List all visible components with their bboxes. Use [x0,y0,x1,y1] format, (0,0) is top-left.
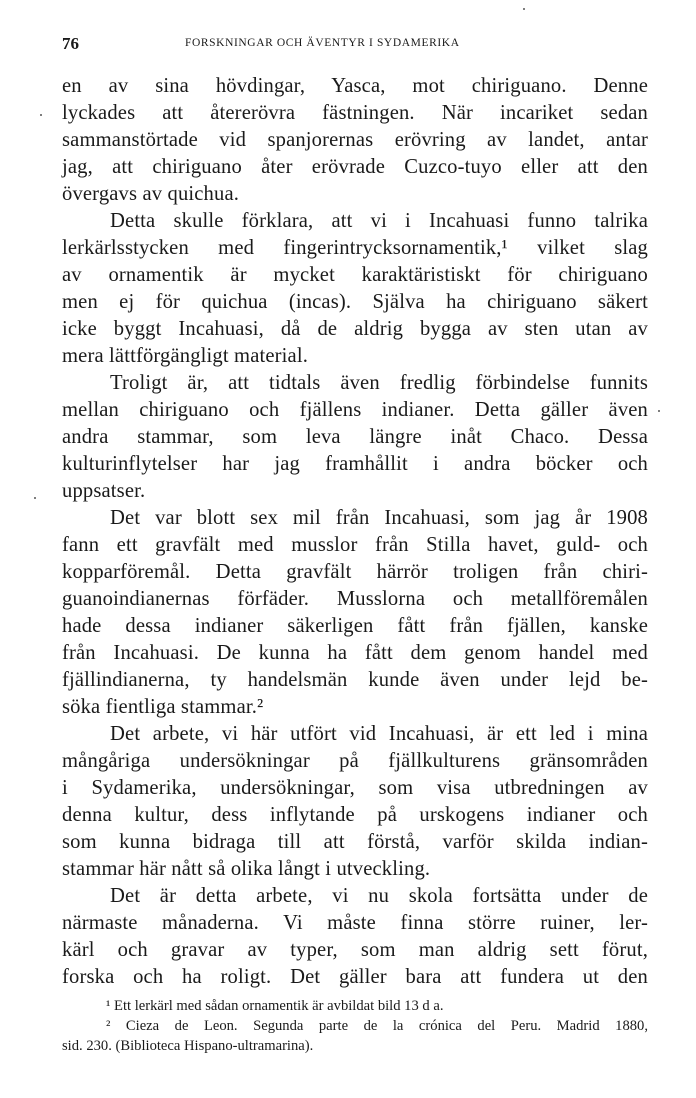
text-line: fjällindianerna, ty handelsmän kunde även under lejd be- [62,669,648,691]
text-line: i Sydamerika, undersökningar, som visa utbredningen av [62,777,648,799]
text-line: som kunna bidraga till att förstå, varför skilda indian- [62,831,648,853]
text-line: Detta skulle förklara, att vi i Incahuasi funno talrika [110,210,648,232]
text-line: kulturinflytelser har jag framhållit i andra böcker och [62,453,648,475]
text-line: men ej för quichua (incas). Själva ha chiriguano säkert [62,291,648,313]
text-line: mera lättförgängligt material. [62,345,309,367]
text-line: Troligt är, att tidtals även fredlig förbindelse funnits [110,372,648,394]
running-title: FORSKNINGAR OCH ÄVENTYR I SYDAMERIKA [185,37,460,49]
text-line: av ornamentik är mycket karaktäristiskt för chiriguano [62,264,648,286]
text-line: Det är detta arbete, vi nu skola fortsätta under de [110,885,648,907]
print-speck [40,114,42,116]
text-line: närmaste månaderna. Vi måste finna större ruiner, ler- [62,912,648,934]
text-line: guanoindianernas förfäder. Musslorna och metallföremålen [62,588,648,610]
text-line: söka fientliga stammar.² [62,696,264,718]
text-line: mellan chiriguano och fjällens indianer. Detta gäller även [62,399,648,421]
text-line: stammar här nått så olika långt i utveckling. [62,858,431,880]
body-text [62,73,648,991]
text-line: kopparföremål. Detta gravfält härrör troligen från chiri- [62,561,648,583]
text-line: hade dessa indianer säkerligen fått från fjällen, kanske [62,615,648,637]
text-line: lyckades att återerövra fästningen. När incariket sedan [62,102,648,124]
running-header [62,34,648,56]
text-line: Det var blott sex mil från Incahuasi, som jag år 1908 [110,507,648,529]
text-line: icke byggt Incahuasi, då de aldrig bygga av sten utan av [62,318,648,340]
text-line: fann ett gravfält med musslor från Stilla havet, guld- och [62,534,648,556]
footnote-line: sid. 230. (Biblioteca Hispano-ultramarina). [62,1038,314,1054]
text-line: uppsatser. [62,480,146,502]
text-line: en av sina hövdingar, Yasca, mot chiriguano. Denne [62,75,648,97]
text-line: andra stammar, som leva längre inåt Chaco. Dessa [62,426,648,448]
text-line: övergavs av quichua. [62,183,240,205]
page-number: 76 [62,34,79,53]
text-line: forska och ha roligt. Det gäller bara att fundera ut den [62,966,648,988]
footnotes [62,996,648,1056]
print-speck [523,8,525,10]
text-line: lerkärlsstycken med fingerintrycksornamentik,¹ vilket slag [62,237,648,259]
text-line: mångåriga undersökningar på fjällkulturens gränsområden [62,750,648,772]
print-speck [34,497,36,499]
text-line: kärl och gravar av typer, som man aldrig sett förut, [62,939,648,961]
text-line: sammanstörtade vid spanjorernas erövring av landet, antar [62,129,648,151]
print-speck [658,410,660,412]
text-line: denna kultur, dess inflytande på urskogens indianer och [62,804,648,826]
text-line: från Incahuasi. De kunna ha fått dem genom handel med [62,642,648,664]
footnote-line: ¹ Ett lerkärl med sådan ornamentik är avbildat bild 13 d a. [106,998,444,1014]
text-line: jag, att chiriguano åter erövrade Cuzco-tuyo eller att den [62,156,648,178]
footnote-line: ² Cieza de Leon. Segunda parte de la crónica del Peru. Madrid 1880, [106,1018,648,1034]
text-line: Det arbete, vi här utfört vid Incahuasi, är ett led i mina [110,723,648,745]
